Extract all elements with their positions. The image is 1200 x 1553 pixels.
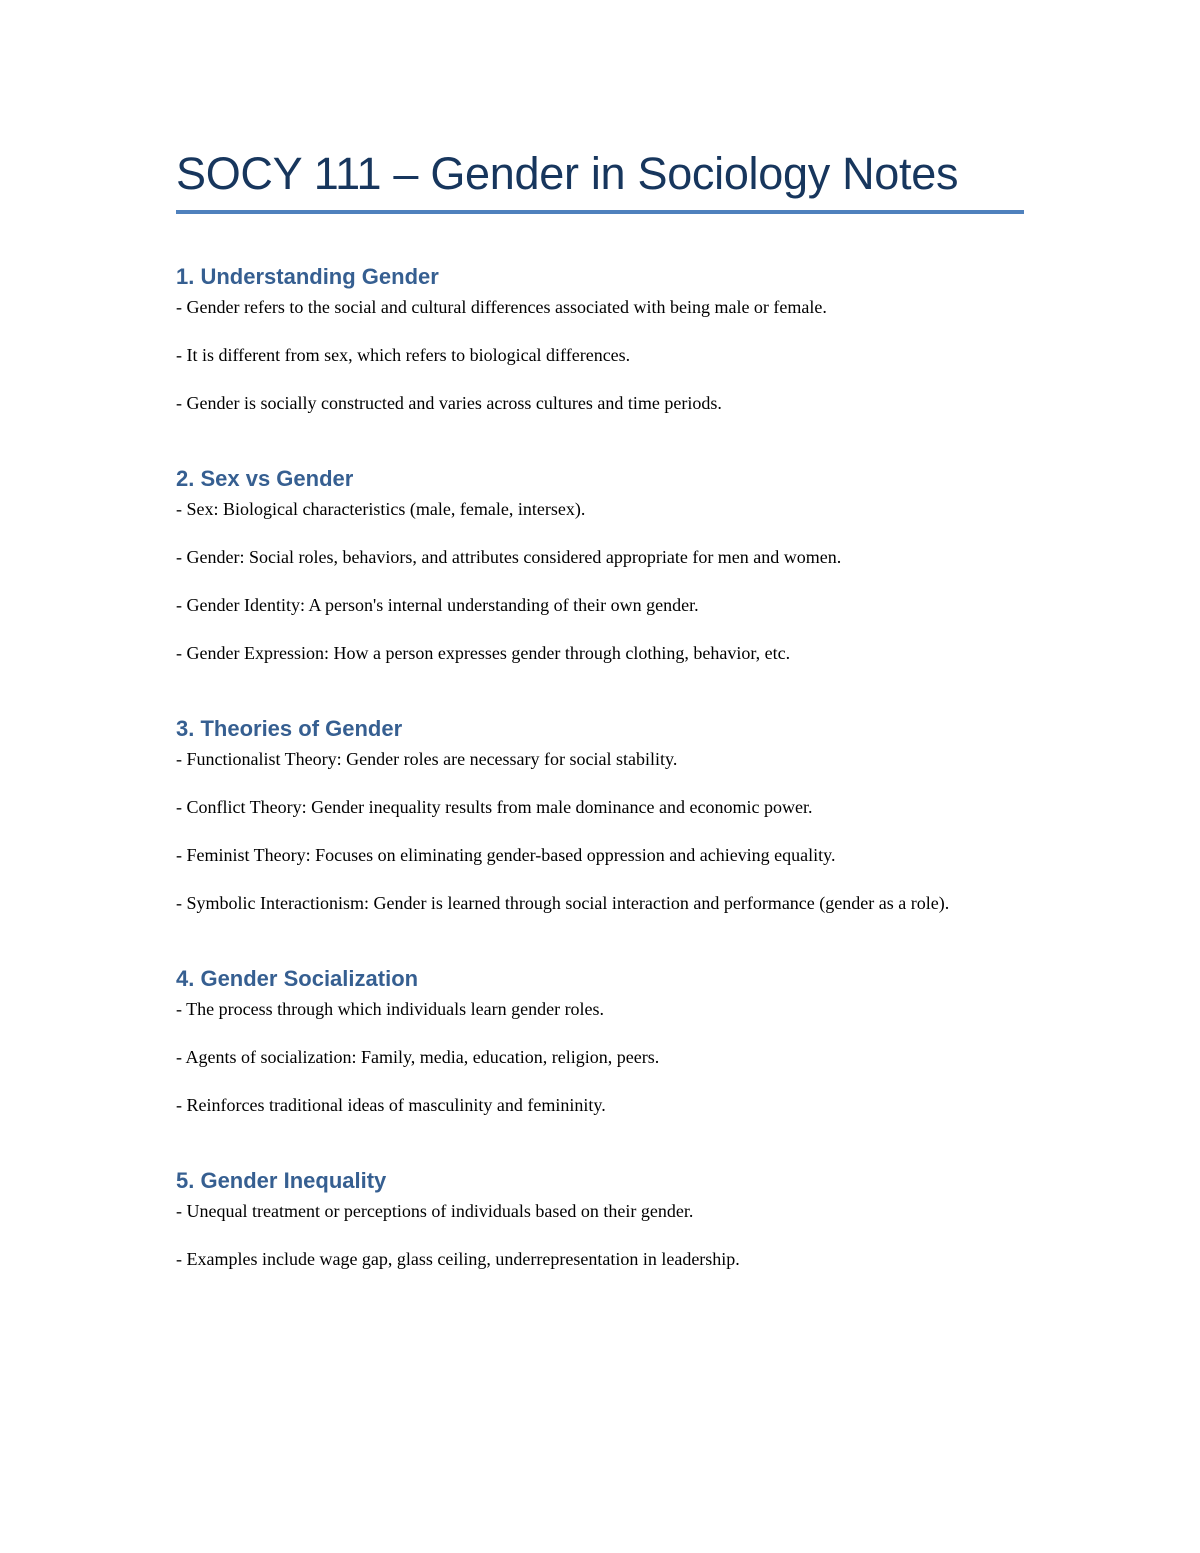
section-heading: 2. Sex vs Gender (176, 466, 354, 491)
section-heading: 4. Gender Socialization (176, 966, 419, 991)
title-underline-rule (176, 210, 1024, 214)
bullet-item: - Gender Expression: How a person expresses gender through clothing, behavior, etc. (176, 643, 791, 663)
bullet-item: - Gender is socially constructed and varies across cultures and time periods. (176, 393, 722, 413)
bullet-item: - Gender Identity: A person's internal understanding of their own gender. (176, 595, 699, 615)
bullet-item: - Reinforces traditional ideas of masculinity and femininity. (176, 1095, 606, 1115)
section-heading: 3. Theories of Gender (176, 716, 403, 741)
bullet-item: - Feminist Theory: Focuses on eliminating gender-based oppression and achieving equality. (176, 845, 836, 865)
bullet-item: - Sex: Biological characteristics (male, female, intersex). (176, 499, 586, 519)
bullet-item: - Gender: Social roles, behaviors, and attributes considered appropriate for men and women. (176, 547, 842, 567)
bullet-item: - Gender refers to the social and cultural differences associated with being male or female. (176, 297, 827, 317)
document-title: SOCY 111 – Gender in Sociology Notes (176, 148, 959, 199)
bullet-item: - Examples include wage gap, glass ceiling, underrepresentation in leadership. (176, 1249, 740, 1269)
bullet-item: - Unequal treatment or perceptions of individuals based on their gender. (176, 1201, 694, 1221)
bullet-item: - Agents of socialization: Family, media, education, religion, peers. (176, 1047, 660, 1067)
bullet-item: - Conflict Theory: Gender inequality results from male dominance and economic power. (176, 797, 813, 817)
bullet-item: - The process through which individuals learn gender roles. (176, 999, 605, 1019)
document-page (176, 140, 1026, 1273)
section-understanding-gender (176, 260, 1026, 417)
section-gender-socialization (176, 962, 1026, 1119)
section-theories-of-gender (176, 712, 1026, 917)
bullet-item: - Functionalist Theory: Gender roles are necessary for social stability. (176, 749, 678, 769)
section-heading: 5. Gender Inequality (176, 1168, 387, 1193)
section-heading: 1. Understanding Gender (176, 264, 439, 289)
section-sex-vs-gender (176, 462, 1026, 667)
bullet-item: - It is different from sex, which refers to biological differences. (176, 345, 631, 365)
bullet-item: - Symbolic Interactionism: Gender is learned through social interaction and performance (gender as a role). (176, 893, 950, 913)
section-gender-inequality (176, 1164, 1026, 1273)
